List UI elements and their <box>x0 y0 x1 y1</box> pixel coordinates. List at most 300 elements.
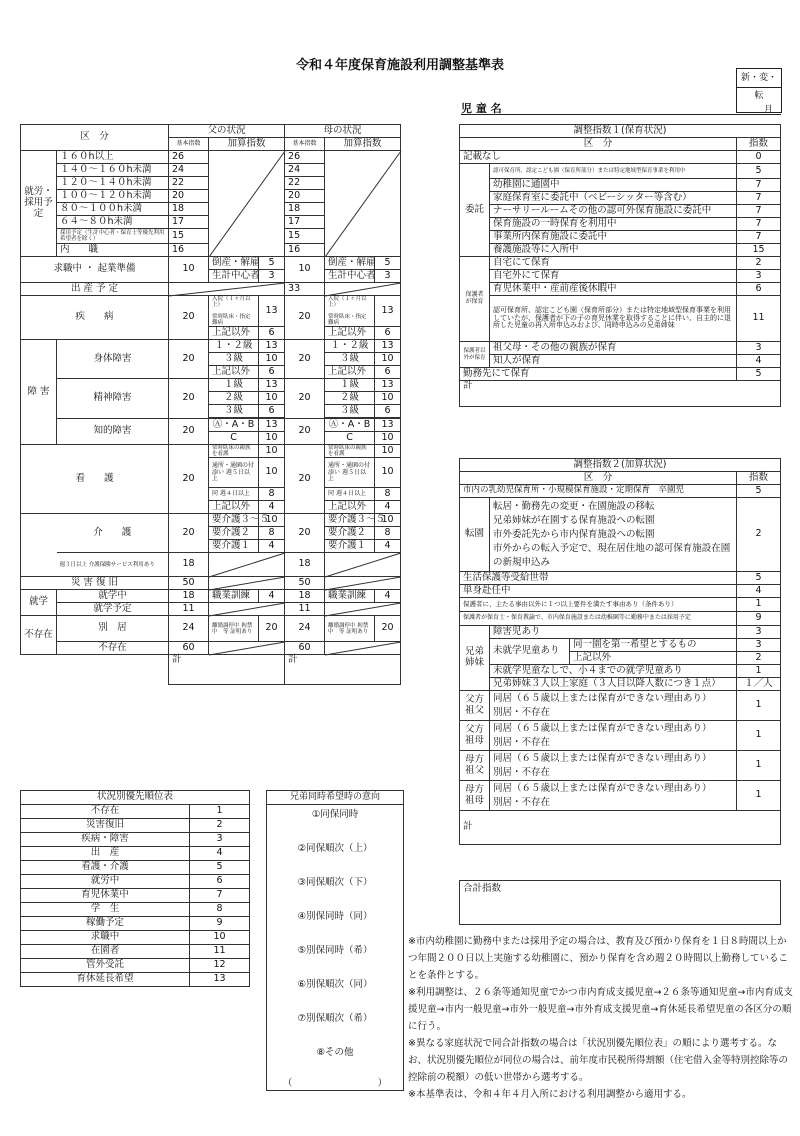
priority-table <box>20 790 250 987</box>
add-label: 上記以外 <box>325 366 375 379</box>
row-label: 幼稚園に通園中 <box>490 179 737 192</box>
mother-basic: 20 <box>285 296 325 340</box>
priority-label: 育児休業中 <box>21 889 190 903</box>
sibling-option[interactable]: ⑥別保順次（同） <box>297 979 373 990</box>
add-label: 通所・通園の付添い 週５日以上 <box>325 458 375 488</box>
index-value: 1 <box>736 598 780 612</box>
row-studying: 就学中 <box>57 590 169 603</box>
add-value: 3 <box>259 270 285 283</box>
priority-rank: 9 <box>189 917 249 931</box>
mother-basic: 20 <box>285 379 325 419</box>
row-label: ナーサリールームその他の認可外保育施設に委託中 <box>490 205 737 218</box>
row-label: ６４～８０h未満 <box>57 216 169 229</box>
add-label: 同 週４日以上 <box>325 488 375 501</box>
add-label: Ⓐ・A・B <box>209 419 259 432</box>
father-add-empty <box>209 603 285 616</box>
father-add-empty <box>209 151 285 257</box>
header-kubun: 区 分 <box>21 125 169 151</box>
father-basic: 17 <box>169 216 209 229</box>
add-value: 8 <box>259 527 285 540</box>
index-value: 7 <box>736 205 780 218</box>
father-basic: 11 <box>169 603 209 616</box>
add-value: 10 <box>375 458 401 488</box>
add-value: 10 <box>375 514 401 527</box>
add-label: １・２級 <box>209 340 259 353</box>
row-label: １４０～１６０h未満 <box>57 164 169 177</box>
mother-basic: 24 <box>285 164 325 177</box>
sibling-options <box>267 805 404 1091</box>
father-add-empty <box>209 553 285 577</box>
add-value: 6 <box>375 405 401 418</box>
row-label: 兄弟姉妹３人以上家庭（３人目以降人数につき１点） <box>490 678 737 691</box>
row-label: 事業所内保育施設に委託中 <box>490 231 737 244</box>
priority-rank: 8 <box>189 903 249 917</box>
adjust1-kubun: 区 分 <box>460 138 737 151</box>
sibling-option[interactable]: ④別保同時（同） <box>297 911 373 922</box>
row-job-seeking: 求職中 ・ 起業準備 <box>21 257 169 283</box>
add-label: 上記以外 <box>209 327 259 340</box>
priority-rank: 1 <box>189 805 249 819</box>
adjust1-total-field[interactable] <box>460 381 781 407</box>
mother-basic: 16 <box>285 244 325 257</box>
grand-total-table <box>459 880 781 925</box>
father-basic: 20 <box>169 445 209 514</box>
add-value: 13 <box>259 419 285 432</box>
add-value: 4 <box>375 590 401 603</box>
priority-label: 不存在 <box>21 805 190 819</box>
child-name-label: 児 童 名 <box>461 102 502 115</box>
add-label: 生計中心者 <box>325 270 375 283</box>
row-label: １６０h以上 <box>57 151 169 164</box>
index-value: 5 <box>736 368 780 381</box>
row-physical: 身体障害 <box>57 340 169 379</box>
priority-rank: 7 <box>189 889 249 903</box>
mother-basic: 33 <box>285 283 325 296</box>
total-label: 計 <box>288 654 298 666</box>
row-care-3days: 週３日以上 介護保険サービス利用あり <box>57 553 169 577</box>
add-value: 5 <box>375 257 401 270</box>
row-label: ８０～１００h未満 <box>57 203 169 216</box>
category-absent: 不存在 <box>21 616 57 655</box>
mother-basic: 18 <box>285 203 325 216</box>
father-basic: 20 <box>169 419 209 445</box>
row-nursery-teacher: 保護者が保育士・保育教諭で、市内保育施設または幼稚園等に勤務中または採用予定 <box>460 612 737 626</box>
grand-total-field[interactable] <box>460 881 781 925</box>
priority-rank: 13 <box>189 973 249 987</box>
add-label: 要介護１ <box>325 540 375 553</box>
row-mental: 精神障害 <box>57 379 169 419</box>
sibling-option[interactable]: ⑧その他 <box>316 1047 354 1058</box>
row-welfare: 生活保護等受給世帯 <box>460 572 737 585</box>
add-value: 10 <box>259 392 285 405</box>
transfer-lines: 転居・勤務先の変更・在園施設の移転 兄弟姉妹が在園する保育施設への転園 市外委託先から市内保育施設への転園 市外からの転入予定で、現在居住地の認可保育施設在園の新規申込み <box>490 498 737 572</box>
add-label: ３級 <box>209 353 259 366</box>
add-value: 3 <box>375 270 401 283</box>
mother-basic: 26 <box>285 151 325 164</box>
row-label: 同一園を第一希望とするもの <box>570 639 737 652</box>
mother-add-empty <box>325 577 401 590</box>
total-label: 計 <box>172 654 182 666</box>
add-label: Ⓐ・A・B <box>325 419 375 432</box>
index-value: 3 <box>736 639 780 652</box>
grandparent-conditions: 同居（６５歳以上または保育ができない理由あり） 別居・不存在 <box>490 691 737 721</box>
header-add: 加算指数 <box>209 138 285 151</box>
index-value: 1 <box>736 781 780 811</box>
priority-rank: 10 <box>189 931 249 945</box>
grand-total-label: 合計指数 <box>463 883 502 894</box>
priority-rank: 12 <box>189 959 249 973</box>
row-care: 介 護 <box>57 514 169 553</box>
adjust2-index-header: 指数 <box>736 472 780 485</box>
category-entrusted: 委託 <box>460 164 490 257</box>
add-label: C <box>209 432 259 445</box>
add-value: 10 <box>375 445 401 458</box>
father-basic: 10 <box>169 257 209 283</box>
row-label: 内 職 <box>57 244 169 257</box>
row-birth: 出 産 予 定 <box>21 283 169 296</box>
index-value: 6 <box>736 283 780 296</box>
add-label: 倒産・解雇 <box>325 257 375 270</box>
index-value: 7 <box>736 179 780 192</box>
application-type-box: 新・変・転 <box>736 68 782 88</box>
adjust2-title: 調整指数２(加算状況) <box>460 459 781 472</box>
category-parent-care: 保護者が保育 <box>460 257 490 342</box>
row-none: 記載なし <box>460 151 737 164</box>
row-label: 障害児あり <box>490 626 737 639</box>
total-label: 計 <box>463 380 473 391</box>
index-value: 2 <box>736 257 780 270</box>
header-mother: 母の状況 <box>285 125 401 138</box>
index-value: 7 <box>736 192 780 205</box>
add-value: 13 <box>375 340 401 353</box>
add-value: 13 <box>375 296 401 327</box>
row-solo-assignment: 単身赴任中 <box>460 585 737 598</box>
left-criteria-table <box>20 124 447 685</box>
add-label: 要介護２ <box>209 527 259 540</box>
add-label: 入院（１ヶ月以上） 常時臥床・指定難病 <box>209 296 259 327</box>
add-value: 13 <box>259 379 285 392</box>
row-label: 育児休業中・産前産後休暇中 <box>490 283 737 296</box>
add-label: ３級 <box>325 353 375 366</box>
priority-label: 災害復旧 <box>21 819 190 833</box>
add-value: 10 <box>259 445 285 458</box>
index-value: 1 <box>736 691 780 721</box>
notes <box>408 933 794 1103</box>
row-absent: 不存在 <box>57 642 169 655</box>
mother-total-field[interactable] <box>285 655 401 685</box>
add-value: 6 <box>375 366 401 379</box>
row-extra-reason: 保護者に、主たる事由以外に１つ以上要件を満たす事由あり（条件あり） <box>460 598 737 612</box>
priority-rank: 4 <box>189 847 249 861</box>
sibling-preference-table <box>266 790 404 1091</box>
header-father: 父の状況 <box>169 125 285 138</box>
priority-title: 状況別優先順位表 <box>21 791 250 805</box>
add-value: 6 <box>259 327 285 340</box>
index-value: 0 <box>736 151 780 164</box>
add-value: 8 <box>259 488 285 501</box>
row-label: 上記以外 <box>570 652 737 665</box>
add-value: 4 <box>375 540 401 553</box>
mother-basic: 50 <box>285 577 325 590</box>
add-label: 常時臥床の親族を看護 <box>209 445 259 458</box>
priority-label: 求職中 <box>21 931 190 945</box>
father-basic: 18 <box>169 553 209 577</box>
add-label: 上記以外 <box>325 327 375 340</box>
add-label: 上記以外 <box>325 501 375 514</box>
row-label: 未就学児童あり <box>490 639 570 665</box>
index-value: 1 <box>736 751 780 781</box>
header-basic: 基本指数 <box>285 138 325 151</box>
page-title: 令和４年度保育施設利用調整基準表 <box>295 58 504 73</box>
care-category-spacer <box>21 514 57 577</box>
row-label: 認可保育所、認定こども園（保育所部分）または特定地域型保育事業を利用していたが、保護者が下の子の育児休業を取得することに伴い、自主的に退所した児童の再入所申込みおよび、同時申込みの兄弟姉妹 <box>490 296 737 342</box>
grandparent-conditions: 同居（６５歳以上または保育ができない理由あり） 別居・不存在 <box>490 781 737 811</box>
add-label: 要介護１ <box>209 540 259 553</box>
mother-basic: 22 <box>285 177 325 190</box>
row-illness: 疾 病 <box>21 296 169 340</box>
index-value: 7 <box>736 218 780 231</box>
add-value: 8 <box>375 527 401 540</box>
row-label: 自宅外にて保育 <box>490 270 737 283</box>
add-label: １級 <box>325 379 375 392</box>
index-value: 7 <box>736 231 780 244</box>
grandparent-label: 母方祖母 <box>460 781 490 811</box>
grandparent-label: 父方祖父 <box>460 691 490 721</box>
father-basic: 20 <box>169 190 209 203</box>
father-basic: 26 <box>169 151 209 164</box>
category-work: 就労・採用予定 <box>21 151 57 257</box>
row-label: 認可保育所、認定こども園（保育所部分）または特定地域型保育事業を利用中 <box>490 164 737 179</box>
sibling-option[interactable]: ③同保順次（下） <box>297 877 373 888</box>
note-item: ※異なる家庭状況で同合計指数の場合は「状況別優先順位表」の順により選考する。なお、状況別優先順位が同位の場合は、前年度市民税所得割額（住宅借入金等特別控除等の控除前の税額）の低い世帯から選考する。 <box>408 1038 789 1083</box>
add-value: 10 <box>259 458 285 488</box>
application-type-field[interactable] <box>736 86 782 113</box>
father-basic: 60 <box>169 642 209 655</box>
sibling-option[interactable]: ⑦別保順次（希） <box>297 1013 373 1024</box>
father-basic: 20 <box>169 340 209 379</box>
add-value: 6 <box>259 405 285 418</box>
father-basic: 16 <box>169 244 209 257</box>
add-value: 13 <box>259 296 285 327</box>
note-item: ※本基準表は、令和４年４月入所における利用調整から適用する。 <box>408 1089 692 1100</box>
priority-rank: 6 <box>189 875 249 889</box>
priority-label: 就労中 <box>21 875 190 889</box>
mother-add-empty <box>325 283 401 296</box>
index-value: 15 <box>736 244 780 257</box>
row-label: 採用予定（生計中心者・保育士等優先利用希望者を除く） <box>57 229 169 244</box>
father-basic: 24 <box>169 164 209 177</box>
index-value: 1 <box>736 665 780 678</box>
index-value: 5 <box>736 572 780 585</box>
row-label: 保育施設の一時保育を利用中 <box>490 218 737 231</box>
add-label: ２級 <box>325 392 375 405</box>
row-label: １００～１２０h未満 <box>57 190 169 203</box>
mother-basic: 18 <box>285 553 325 577</box>
sibling-other-field[interactable]: （ ） <box>282 1078 388 1089</box>
priority-label: 看護・介護 <box>21 861 190 875</box>
father-basic: 50 <box>169 577 209 590</box>
sibling-option[interactable]: ⑤別保同時（希） <box>297 945 373 956</box>
add-value: 10 <box>375 392 401 405</box>
add-label: 入院（１ヶ月以上） 常時臥床・指定難病 <box>325 296 375 327</box>
add-label: 同 週４日以上 <box>209 488 259 501</box>
index-value: 2 <box>736 652 780 665</box>
add-label: 生計中心者 <box>209 270 259 283</box>
priority-label: 出 産 <box>21 847 190 861</box>
mother-basic: 20 <box>285 340 325 379</box>
index-value: 5 <box>736 164 780 179</box>
add-value: 6 <box>375 327 401 340</box>
index-value: 5 <box>736 485 780 498</box>
priority-label: 育休延長希望 <box>21 973 190 987</box>
mother-basic: 20 <box>285 190 325 203</box>
add-value: 13 <box>375 419 401 432</box>
row-graduate: 市内の乳幼児保育所・小規模保育施設・定期保育 卒園児 <box>460 485 737 498</box>
category-school: 就学 <box>21 590 57 616</box>
add-label: 職業訓練 <box>209 590 259 603</box>
row-label: １２０～１４０h未満 <box>57 177 169 190</box>
mother-basic: 15 <box>285 229 325 244</box>
father-basic: 18 <box>169 590 209 603</box>
add-label: 要介護２ <box>325 527 375 540</box>
add-label: 離婚調停中 拘禁中 等 証明あり <box>209 616 259 642</box>
father-add-empty <box>209 642 285 655</box>
father-basic: 22 <box>169 177 209 190</box>
total-label: 計 <box>463 821 473 833</box>
priority-label: 学 生 <box>21 903 190 917</box>
priority-label: 在園者 <box>21 945 190 959</box>
priority-label: 稼働予定 <box>21 917 190 931</box>
father-total-field[interactable] <box>169 655 285 685</box>
row-label: 知人が保育 <box>490 355 737 368</box>
index-value: 3 <box>736 342 780 355</box>
row-label: 家庭保育室に委託中（ベビーシッター等含む） <box>490 192 737 205</box>
add-label: ３級 <box>209 405 259 418</box>
category-transfer: 転園 <box>460 498 490 572</box>
father-basic: 18 <box>169 203 209 216</box>
priority-rank: 5 <box>189 861 249 875</box>
add-label: 倒産・解雇 <box>209 257 259 270</box>
father-basic: 15 <box>169 229 209 244</box>
add-value: 4 <box>259 590 285 603</box>
father-basic: 20 <box>169 296 209 340</box>
mother-basic: 18 <box>285 590 325 603</box>
adjust-index-1-table <box>459 124 781 407</box>
adjust1-title: 調整指数１(保育状況) <box>460 125 781 138</box>
index-value: 11 <box>736 296 780 342</box>
grandparent-label: 母方祖父 <box>460 751 490 781</box>
adjust2-total-field[interactable] <box>460 811 781 845</box>
category-disability: 障 害 <box>21 340 57 445</box>
add-label: 職業訓練 <box>325 590 375 603</box>
add-value: 10 <box>375 353 401 366</box>
grandparent-conditions: 同居（６５歳以上または保育ができない理由あり） 別居・不存在 <box>490 721 737 751</box>
priority-rank: 11 <box>189 945 249 959</box>
add-value: 5 <box>259 257 285 270</box>
row-workplace: 勤務先にて保育 <box>460 368 737 381</box>
row-intellectual: 知的障害 <box>57 419 169 445</box>
father-basic: 20 <box>169 514 209 553</box>
priority-rank: 3 <box>189 833 249 847</box>
row-nursing: 看 護 <box>21 445 169 514</box>
add-label: １級 <box>209 379 259 392</box>
row-disaster: 災 害 復 旧 <box>21 577 169 590</box>
add-value: 10 <box>375 432 401 445</box>
priority-label: 疾病・障害 <box>21 833 190 847</box>
add-label: ２級 <box>209 392 259 405</box>
sibling-title: 兄弟同時希望時の意向 <box>267 791 404 805</box>
add-label: １・２級 <box>325 340 375 353</box>
mother-basic: 17 <box>285 216 325 229</box>
index-value: 2 <box>736 498 780 572</box>
grandparent-conditions: 同居（６５歳以上または保育ができない理由あり） 別居・不存在 <box>490 751 737 781</box>
add-value: 20 <box>375 616 401 642</box>
mother-basic: 20 <box>285 445 325 514</box>
mother-basic: 10 <box>285 257 325 283</box>
index-value: 1 <box>736 721 780 751</box>
row-school-plan: 就学予定 <box>57 603 169 616</box>
mother-add-empty <box>325 603 401 616</box>
index-value: 9 <box>736 612 780 626</box>
add-label: 通所・通園の付添い 週５日以上 <box>209 458 259 488</box>
add-value: 8 <box>375 488 401 501</box>
row-label: 未就学児童なしで、小４までの就学児童あり <box>490 665 737 678</box>
priority-label: 管外受託 <box>21 959 190 973</box>
add-value: 6 <box>259 366 285 379</box>
sibling-option[interactable]: ②同保順次（上） <box>297 843 373 854</box>
mother-basic: 24 <box>285 616 325 642</box>
mother-basic: 60 <box>285 642 325 655</box>
row-separate: 別 居 <box>57 616 169 642</box>
mother-add-empty <box>325 151 401 257</box>
index-value: 4 <box>736 585 780 598</box>
adjust-index-2-table <box>459 458 781 845</box>
category-siblings: 兄弟姉妹 <box>460 626 490 691</box>
add-value: 10 <box>259 514 285 527</box>
index-value: 3 <box>736 270 780 283</box>
row-label: 養護施設等に入所中 <box>490 244 737 257</box>
child-name-field[interactable] <box>461 114 781 115</box>
category-other-care: 保護者以外が保育 <box>460 342 490 368</box>
header-add: 加算指数 <box>325 138 401 151</box>
add-label: 要介護３～５ <box>325 514 375 527</box>
row-label: 祖父母・その他の親族が保育 <box>490 342 737 355</box>
father-basic: 20 <box>169 379 209 419</box>
add-label: 要介護３～５ <box>209 514 259 527</box>
month-label: 月 <box>764 105 774 115</box>
father-add-empty <box>209 577 285 590</box>
add-value: 10 <box>259 432 285 445</box>
add-value: 13 <box>259 340 285 353</box>
index-value: １／人 <box>736 678 780 691</box>
mother-add-empty <box>325 553 401 577</box>
add-label: 常時臥床の親族を看護 <box>325 445 375 458</box>
add-label: ３級 <box>325 405 375 418</box>
grandparent-label: 父方祖母 <box>460 721 490 751</box>
mother-basic: 11 <box>285 603 325 616</box>
father-basic: 24 <box>169 616 209 642</box>
mother-add-empty <box>325 642 401 655</box>
add-value: 4 <box>259 540 285 553</box>
sibling-option[interactable]: ①同保同時 <box>311 809 359 820</box>
index-value: 4 <box>736 355 780 368</box>
mother-basic: 20 <box>285 419 325 445</box>
adjust1-index-header: 指数 <box>736 138 780 151</box>
index-value: 3 <box>736 626 780 639</box>
mother-basic: 20 <box>285 514 325 553</box>
add-label: 上記以外 <box>209 366 259 379</box>
note-item: ※市内幼稚園に勤務中または採用予定の場合は、教育及び預かり保育を１日８時間以上かつ年間２００日以上実施する幼稚園に、預かり保育を含め週２０時間以上勤務していることを条件とする。 <box>408 936 789 981</box>
